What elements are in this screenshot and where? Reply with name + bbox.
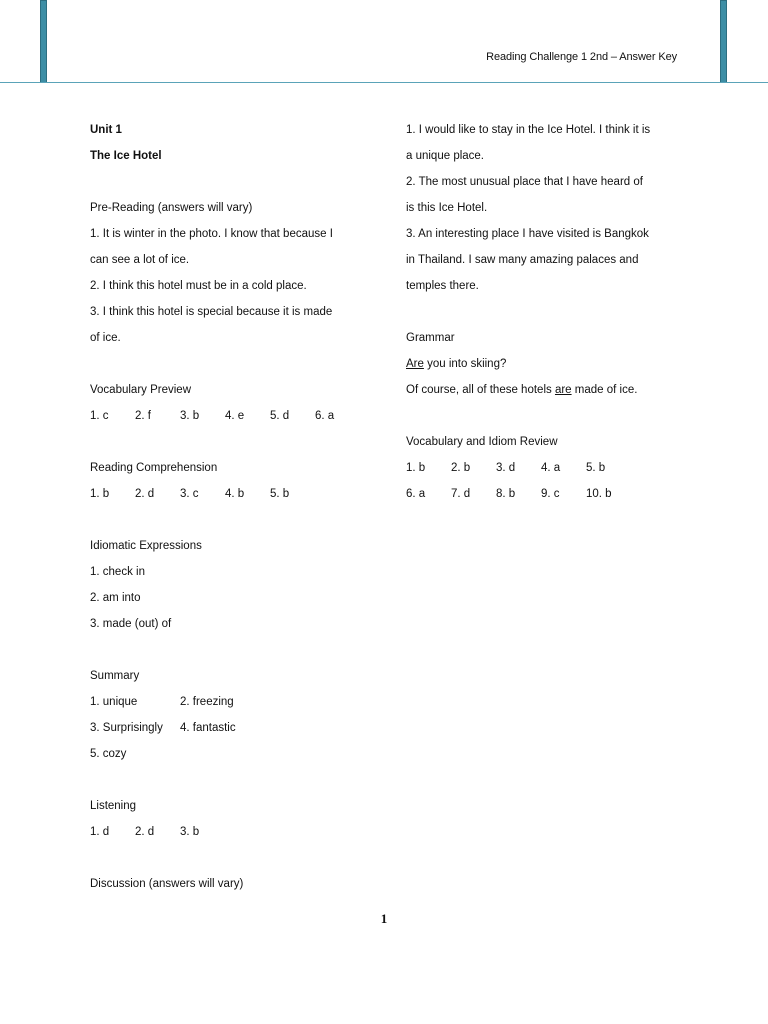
discussion-line: 1. I would like to stay in the Ice Hotel. I think it is	[406, 124, 651, 136]
answer: 5. b	[270, 488, 290, 500]
grammar-sentence-2	[406, 377, 696, 403]
answer: 4. a	[541, 462, 561, 474]
answer: 4. fantastic	[180, 722, 236, 734]
answer: 2. d	[135, 488, 155, 500]
listening-heading: Listening	[90, 800, 137, 812]
prereading-line: 2. I think this hotel must be in a cold place.	[90, 280, 307, 292]
summary-row	[90, 715, 370, 741]
answer: 5. d	[270, 410, 290, 422]
answer: 6. a	[315, 410, 335, 422]
answer: 1. b	[90, 488, 110, 500]
unit-label: Unit 1	[90, 124, 122, 136]
listening-answers	[90, 819, 370, 845]
answer: 1. c	[90, 410, 109, 422]
discussion-line: temples there.	[406, 280, 479, 292]
answer: 1. d	[90, 826, 110, 838]
answer: 5. b	[586, 462, 606, 474]
answer: 1. unique	[90, 696, 138, 708]
right-accent-bar	[720, 0, 727, 83]
header-rule	[0, 82, 768, 83]
left-accent-bar	[40, 0, 47, 83]
answer: 3. b	[180, 826, 200, 838]
discussion-line: 2. The most unusual place that I have heard of	[406, 176, 643, 188]
answer: 2. b	[451, 462, 471, 474]
answer: 3. c	[180, 488, 199, 500]
vocab-preview-heading: Vocabulary Preview	[90, 384, 191, 396]
grammar-sentence-1	[406, 351, 696, 377]
sentence-text: made of ice.	[571, 384, 638, 396]
unit-title: The Ice Hotel	[90, 150, 162, 162]
header-title: Reading Challenge 1 2nd – Answer Key	[486, 51, 677, 63]
idiomatic-heading: Idiomatic Expressions	[90, 540, 202, 552]
answer: 2. d	[135, 826, 155, 838]
discussion-heading: Discussion (answers will vary)	[90, 878, 244, 890]
answer: 1. b	[406, 462, 426, 474]
prereading-line: can see a lot of ice.	[90, 254, 190, 266]
sentence-text: Of course, all of these hotels	[406, 384, 555, 396]
summary-heading: Summary	[90, 670, 140, 682]
idiomatic-line: 1. check in	[90, 566, 145, 578]
reading-comp-answers	[90, 481, 370, 507]
answer: 9. c	[541, 488, 560, 500]
reading-comp-heading: Reading Comprehension	[90, 462, 218, 474]
vocab-review-row-2	[406, 481, 696, 507]
prereading-line: of ice.	[90, 332, 121, 344]
underlined-word: Are	[406, 358, 424, 370]
discussion-line: is this Ice Hotel.	[406, 202, 488, 214]
discussion-line: a unique place.	[406, 150, 485, 162]
left-column	[90, 117, 370, 897]
summary-row	[90, 689, 370, 715]
underlined-word: are	[554, 384, 572, 396]
sentence-text: you into skiing?	[423, 358, 507, 370]
prereading-line: 1. It is winter in the photo. I know that because I	[90, 228, 333, 240]
grammar-heading: Grammar	[406, 332, 455, 344]
idiomatic-line: 2. am into	[90, 592, 141, 604]
vocab-preview-answers	[90, 403, 370, 429]
prereading-line: 3. I think this hotel is special because it is made	[90, 306, 333, 318]
answer: 3. Surprisingly	[90, 722, 163, 734]
prereading-heading: Pre-Reading (answers will vary)	[90, 202, 253, 214]
answer: 2. f	[135, 410, 151, 422]
right-column	[406, 117, 696, 507]
idiomatic-line: 3. made (out) of	[90, 618, 172, 630]
answer: 6. a	[406, 488, 426, 500]
answer: 2. freezing	[180, 696, 234, 708]
answer: 7. d	[451, 488, 471, 500]
answer: 4. e	[225, 410, 245, 422]
vocab-review-heading: Vocabulary and Idiom Review	[406, 436, 558, 448]
discussion-line: in Thailand. I saw many amazing palaces and	[406, 254, 639, 266]
answer: 4. b	[225, 488, 245, 500]
vocab-review-row-1	[406, 455, 696, 481]
page-number: 1	[380, 911, 388, 926]
answer: 3. b	[180, 410, 200, 422]
discussion-line: 3. An interesting place I have visited is Bangkok	[406, 228, 649, 240]
answer: 8. b	[496, 488, 516, 500]
answer: 3. d	[496, 462, 516, 474]
answer: 10. b	[586, 488, 612, 500]
answer: 5. cozy	[90, 748, 127, 760]
summary-row	[90, 741, 370, 767]
